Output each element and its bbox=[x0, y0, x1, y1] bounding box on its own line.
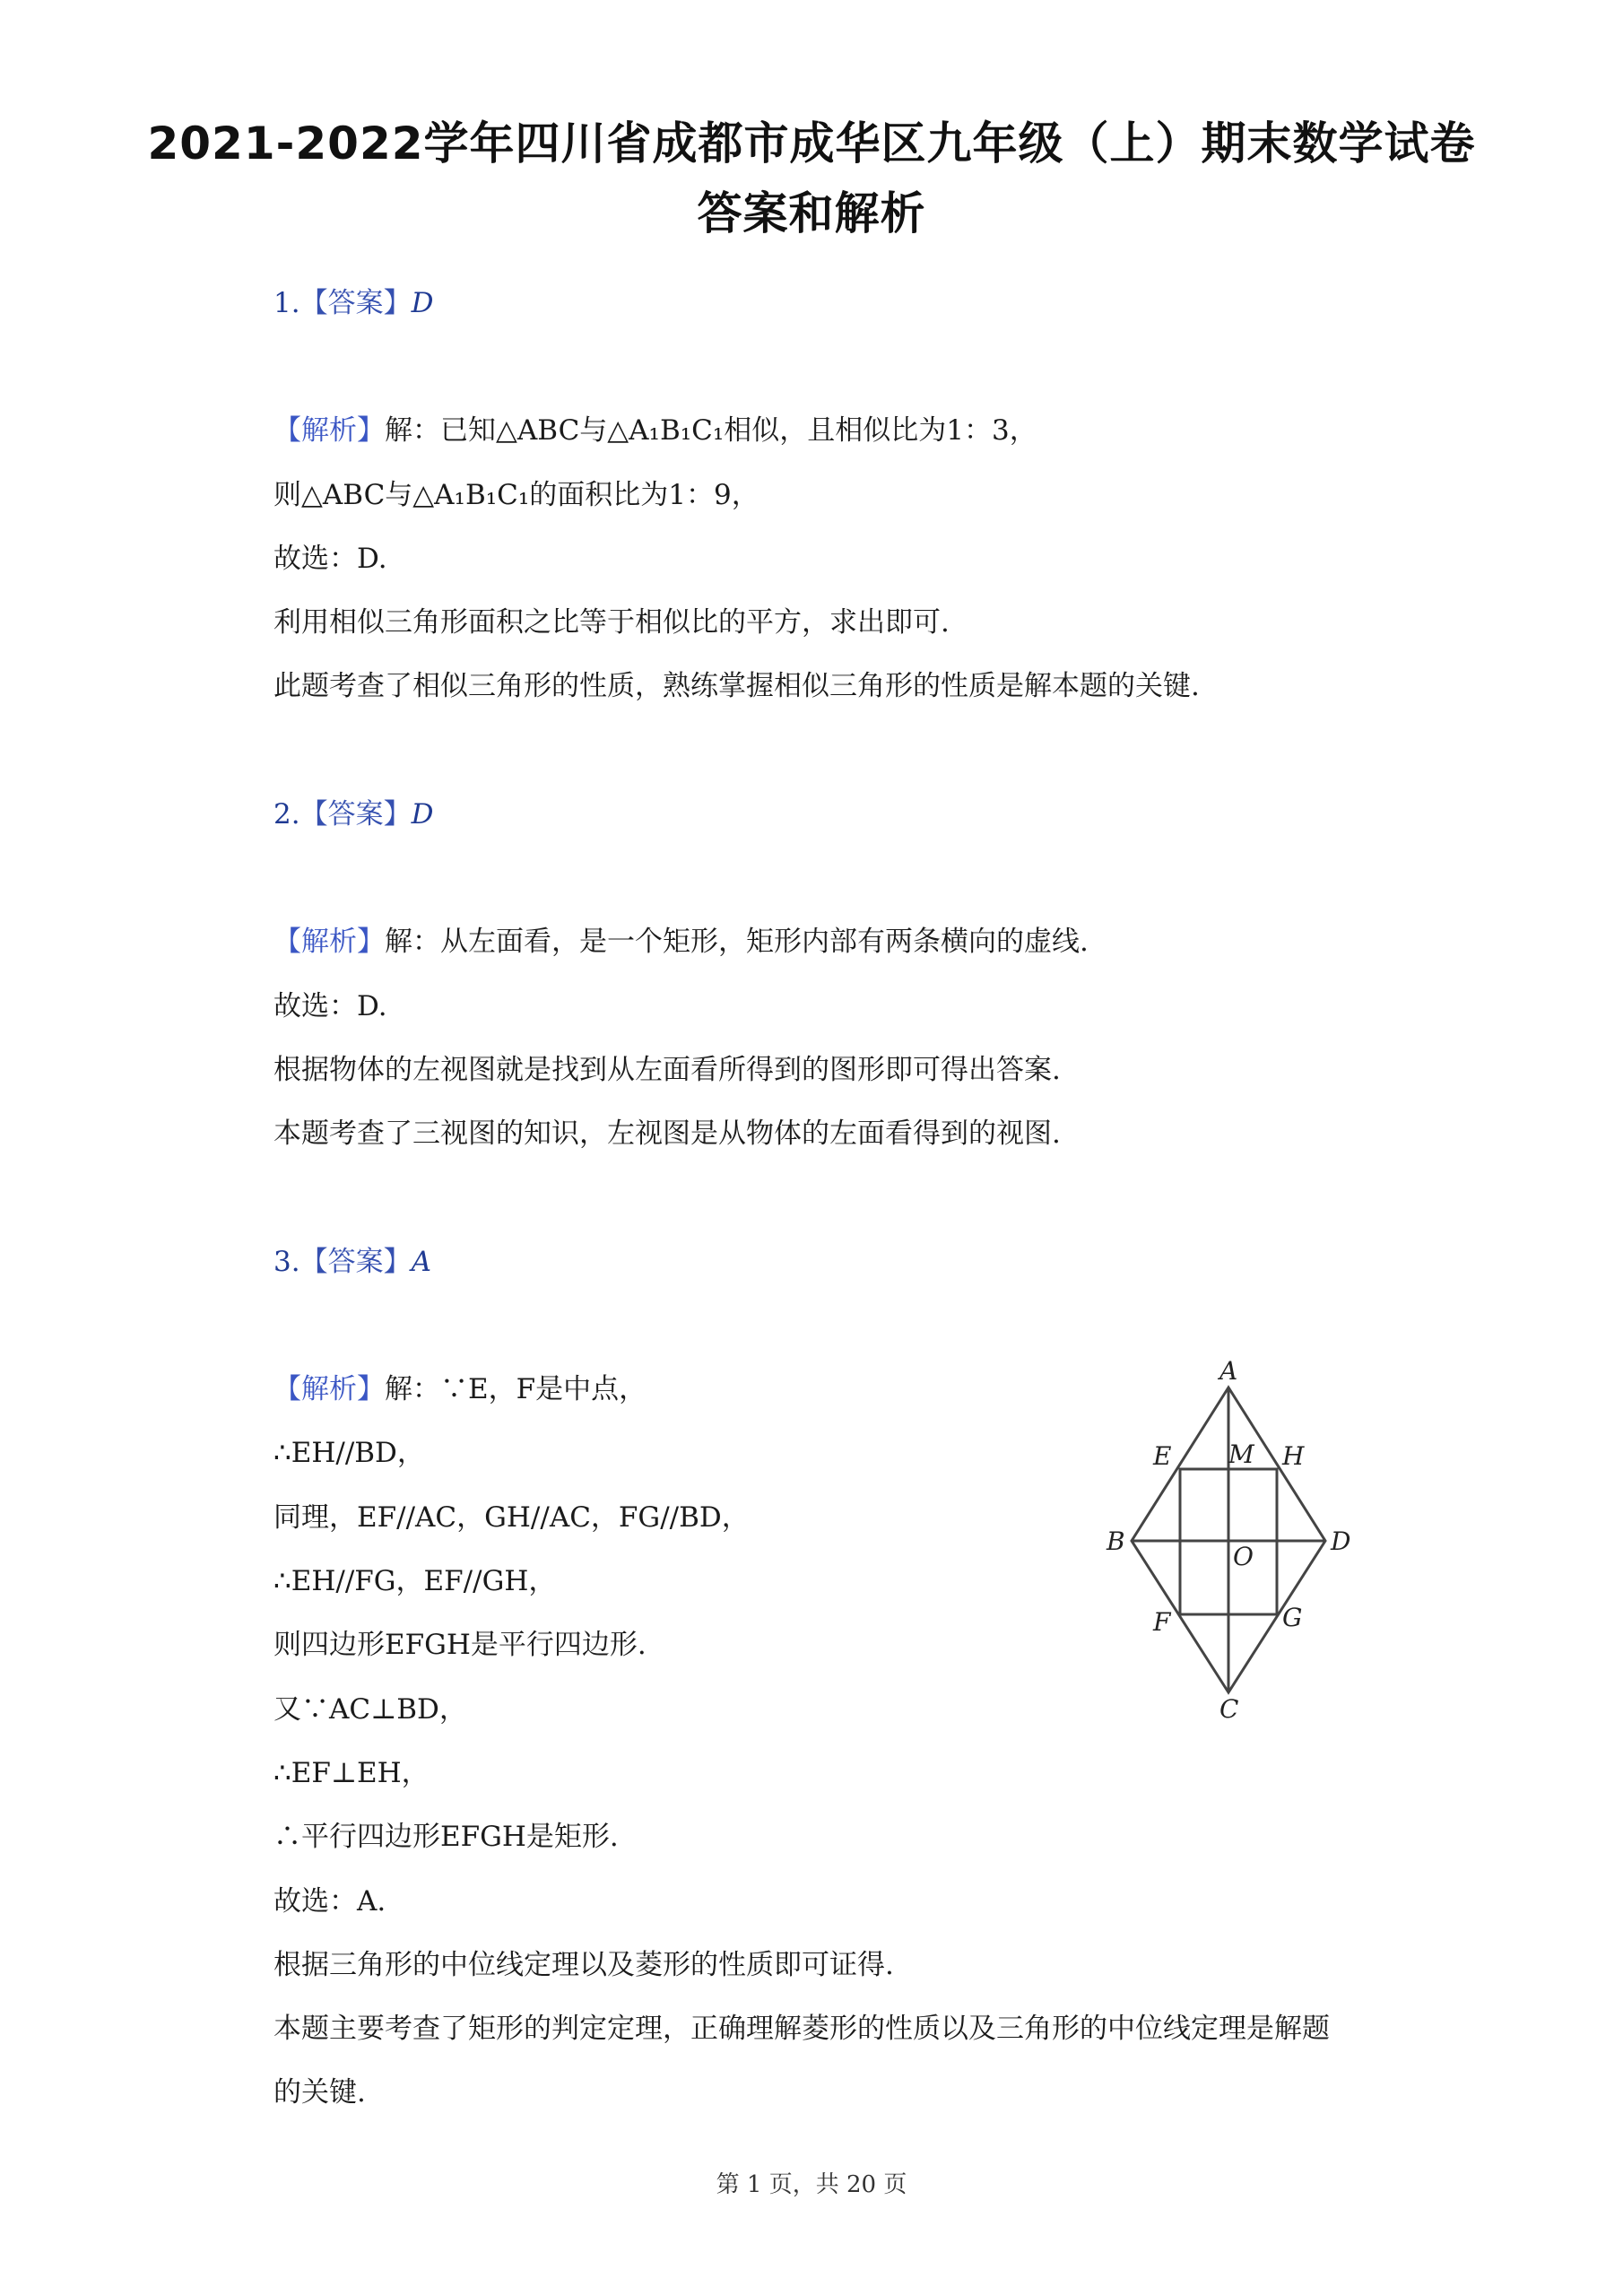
label-B: B bbox=[1107, 1526, 1125, 1556]
q3-solution-line-7: ∴EF⊥EH， bbox=[273, 1757, 430, 1789]
q2-solution-line-4: 本题考查了三视图的知识，左视图是从物体的左面看得到的视图. bbox=[273, 1118, 1061, 1150]
q3-solution-line-9: 故选：A. bbox=[273, 1885, 386, 1918]
q2-solution-line-2: 故选：D. bbox=[273, 990, 387, 1022]
q2-number: 2. bbox=[273, 798, 300, 831]
q3-answer-tag: 【答案】 bbox=[299, 1246, 412, 1278]
q1-solution-line-4: 利用相似三角形面积之比等于相似比的平方，求出即可. bbox=[273, 606, 950, 639]
document-subtitle: 答案和解析 bbox=[697, 187, 926, 239]
q1-solution-line-2: 则△ABC与△A₁B₁C₁的面积比为1：9， bbox=[273, 479, 759, 511]
q2-answer-line bbox=[273, 796, 433, 832]
label-H: H bbox=[1282, 1441, 1305, 1471]
label-M: M bbox=[1228, 1439, 1254, 1469]
label-A: A bbox=[1219, 1356, 1238, 1386]
q3-answer-line bbox=[273, 1244, 431, 1280]
q1-solution-line-3: 故选：D. bbox=[273, 543, 387, 575]
q3-solution-line-11: 本题主要考查了矩形的判定定理，正确理解菱形的性质以及三角形的中位线定理是解题 bbox=[273, 2013, 1330, 2045]
label-F: F bbox=[1153, 1607, 1171, 1637]
q3-number: 3. bbox=[273, 1246, 300, 1278]
q3-solution-line-4: ∴EH//FG，EF//GH， bbox=[273, 1565, 557, 1597]
q2-answer-tag: 【答案】 bbox=[299, 798, 412, 831]
q1-answer-tag: 【答案】 bbox=[299, 287, 412, 319]
q2-answer: D bbox=[411, 798, 434, 831]
label-D: D bbox=[1331, 1526, 1351, 1556]
q1-answer: D bbox=[411, 287, 434, 319]
q3-solution-line-8: ∴平行四边形EFGH是矩形. bbox=[273, 1821, 619, 1853]
q3-solution-line-1 bbox=[273, 1371, 647, 1407]
rhombus-figure bbox=[1094, 1350, 1381, 1726]
document-title: 2021-2022学年四川省成都市成华区九年级（上）期末数学试卷 bbox=[147, 117, 1476, 170]
page-footer: 第 1 页，共 20 页 bbox=[716, 2171, 907, 2198]
q1-answer-line bbox=[273, 285, 433, 321]
q2-solution-line-3: 根据物体的左视图就是找到从左面看所得到的图形即可得出答案. bbox=[273, 1054, 1061, 1086]
q2-solution-tag: 【解析】 bbox=[273, 926, 385, 958]
q2-solution-line-1 bbox=[273, 924, 1089, 960]
q3-solution-line-2: ∴EH//BD， bbox=[273, 1437, 425, 1469]
q1-solution-text: 解：已知△ABC与△A₁B₁C₁相似，且相似比为1：3， bbox=[385, 414, 1037, 447]
q3-solution-line-6: 又∵AC⊥BD， bbox=[273, 1693, 467, 1726]
q2-solution-text: 解：从左面看，是一个矩形，矩形内部有两条横向的虚线. bbox=[385, 926, 1089, 958]
q1-solution-line-5: 此题考查了相似三角形的性质，熟练掌握相似三角形的性质是解本题的关键. bbox=[273, 670, 1200, 702]
q3-solution-text: 解：∵E，F是中点， bbox=[385, 1373, 647, 1405]
q1-number: 1. bbox=[273, 287, 300, 319]
q1-solution-tag: 【解析】 bbox=[273, 414, 385, 447]
q3-answer: A bbox=[411, 1246, 431, 1278]
label-G: G bbox=[1282, 1603, 1303, 1632]
label-O: O bbox=[1233, 1542, 1254, 1571]
q3-solution-tag: 【解析】 bbox=[273, 1373, 385, 1405]
label-C: C bbox=[1219, 1694, 1239, 1724]
q3-solution-line-5: 则四边形EFGH是平行四边形. bbox=[273, 1629, 647, 1661]
q3-solution-line-3: 同理，EF//AC，GH//AC，FG//BD， bbox=[273, 1501, 750, 1534]
q3-solution-line-10: 根据三角形的中位线定理以及菱形的性质即可证得. bbox=[273, 1949, 894, 1981]
q1-solution-line-1 bbox=[273, 413, 1037, 448]
q3-solution-line-12: 的关键. bbox=[273, 2076, 366, 2109]
label-E: E bbox=[1153, 1441, 1172, 1471]
